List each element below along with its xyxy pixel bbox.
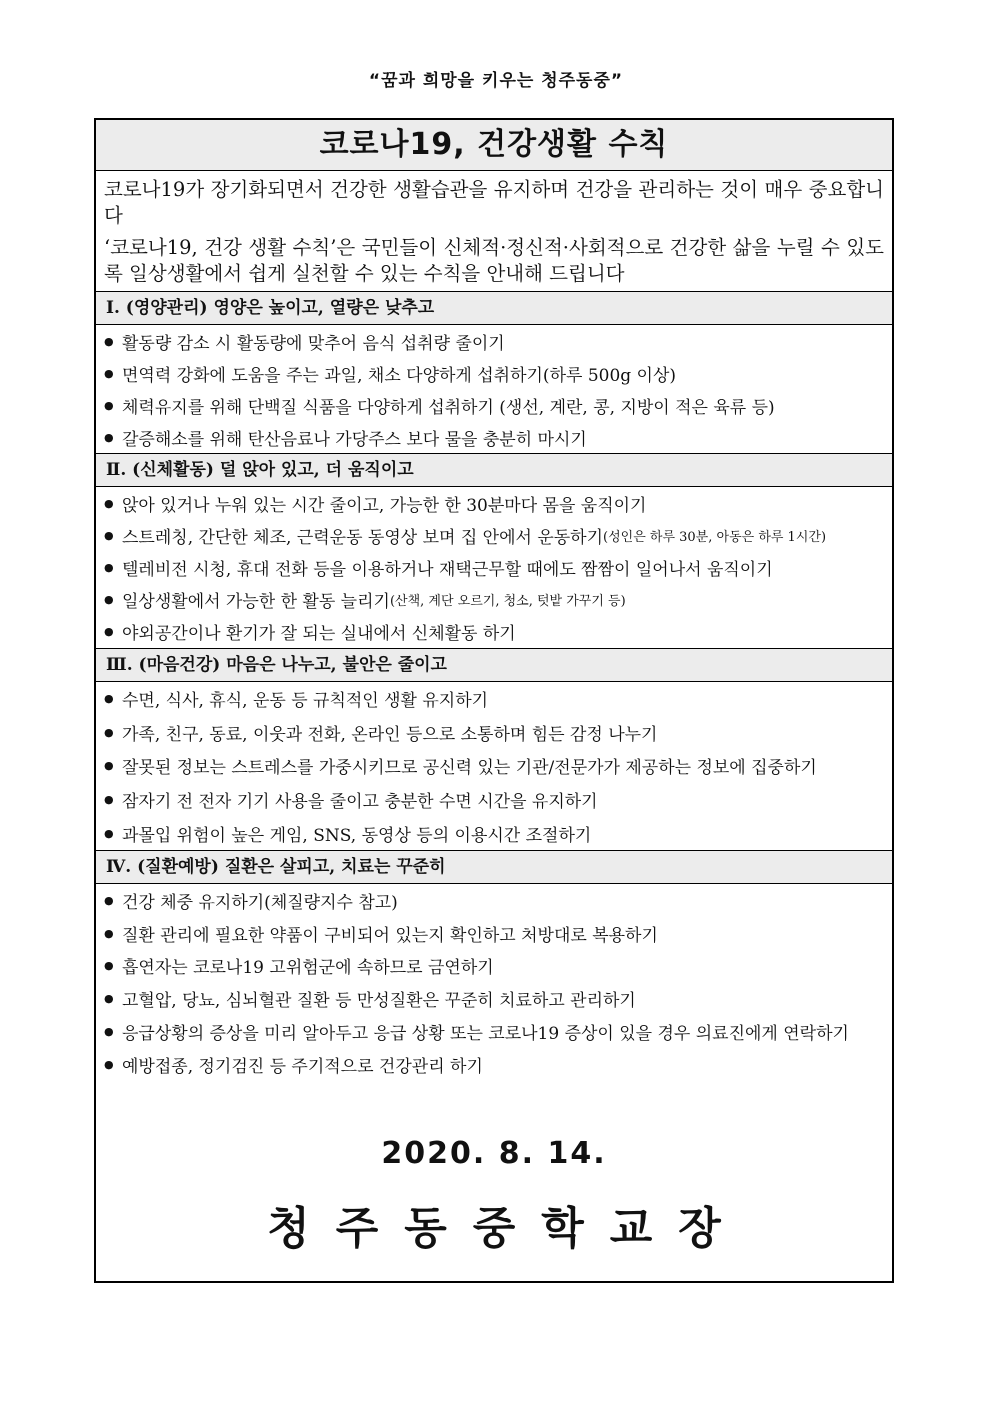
list-item: [104, 551, 884, 583]
item-text: 질환 관리에 필요한 약품이 구비되어 있는지 확인하고 처방대로 복용하기: [122, 925, 658, 946]
section-list: [96, 884, 892, 1276]
list-item: [104, 421, 884, 453]
section-list: [96, 325, 892, 454]
list-item: [104, 487, 884, 519]
item-text: 과몰입 위험이 높은 게임, SNS, 동영상 등의 이용시간 조절하기: [122, 825, 592, 846]
item-text: 수면, 식사, 휴식, 운동 등 규칙적인 생활 유지하기: [122, 691, 489, 712]
list-item: [104, 519, 884, 551]
section-nutrition: [96, 292, 892, 454]
list-item: [104, 682, 884, 716]
bullet-icon: ●: [104, 1024, 114, 1038]
section-heading: Ⅱ. (신체활동) 덜 앉아 있고, 더 움직이고: [96, 454, 892, 487]
bullet-icon: ●: [104, 560, 114, 574]
item-text: 면역력 강화에 도움을 주는 과일, 채소 다양하게 섭취하기(하루 500g 이상): [122, 365, 677, 386]
list-item: [104, 357, 884, 389]
section-heading: Ⅲ. (마음건강) 마음은 나누고, 불안은 줄이고: [96, 649, 892, 682]
list-item: [104, 884, 884, 917]
section-list: [96, 487, 892, 649]
item-text: 잠자기 전 전자 기기 사용을 줄이고 충분한 수면 시간을 유지하기: [122, 792, 598, 813]
item-text: 흡연자는 코로나19 고위험군에 속하므로 금연하기: [122, 958, 494, 979]
list-item: [104, 716, 884, 750]
bullet-icon: ●: [104, 992, 114, 1006]
list-item: [104, 950, 884, 983]
item-text: 응급상황의 증상을 미리 알아두고 응급 상황 또는 코로나19 증상이 있을 경우 의료진에게 연락하기: [122, 1023, 849, 1044]
notice-title: 코로나19, 건강생활 수칙: [96, 120, 892, 171]
list-item: [104, 917, 884, 950]
item-text: 앉아 있거나 누워 있는 시간 줄이고, 가능한 한 30분마다 몸을 움직이기: [122, 495, 647, 516]
bullet-icon: ●: [104, 625, 114, 639]
list-item: [104, 325, 884, 357]
item-text: 야외공간이나 환기가 잘 되는 실내에서 신체활동 하기: [122, 624, 516, 645]
section-physical-activity: [96, 454, 892, 649]
list-item: [104, 584, 884, 616]
bullet-icon: ●: [104, 759, 114, 773]
bullet-icon: ●: [104, 926, 114, 940]
bullet-icon: ●: [104, 430, 114, 444]
list-item: [104, 982, 884, 1015]
section-items: [104, 884, 884, 1081]
school-motto: “꿈과 희망을 키우는 청주동중”: [368, 71, 624, 91]
bullet-icon: ●: [104, 528, 114, 542]
bullet-icon: ●: [104, 826, 114, 840]
item-text: 일상생활에서 가능한 한 활동 늘리기: [122, 592, 390, 613]
bullet-icon: ●: [104, 793, 114, 807]
list-item: [104, 616, 884, 648]
bullet-icon: ●: [104, 692, 114, 706]
bullet-icon: ●: [104, 366, 114, 380]
item-note: (성인은 하루 30분, 아동은 하루 1시간): [603, 529, 827, 545]
item-note: (산책, 계단 오르기, 청소, 텃밭 가꾸기 등): [389, 594, 626, 610]
item-text: 텔레비전 시청, 휴대 전화 등을 이용하거나 재택근무할 때에도 짬짬이 일어나서 움직이기: [122, 559, 773, 580]
bullet-icon: ●: [104, 725, 114, 739]
bullet-icon: ●: [104, 398, 114, 412]
list-item: [104, 389, 884, 421]
section-heading: Ⅳ. (질환예방) 질환은 살피고, 치료는 꾸준히: [96, 851, 892, 884]
bullet-icon: ●: [104, 959, 114, 973]
bullet-icon: ●: [104, 893, 114, 907]
bullet-icon: ●: [104, 593, 114, 607]
section-mental-health: [96, 649, 892, 851]
intro-paragraph: ‘코로나19, 건강 생활 수칙’은 국민들이 신체적·정신적·사회적으로 건강한 삶을 누릴 수 있도록 일상생활에서 쉽게 실천할 수 있는 수칙을 안내해 드립니다: [104, 236, 884, 285]
list-item: [104, 816, 884, 850]
item-text: 갈증해소를 위해 탄산음료나 가당주스 보다 물을 충분히 마시기: [122, 429, 587, 450]
list-item: [104, 1048, 884, 1081]
item-text: 스트레칭, 간단한 체조, 근력운동 동영상 보며 집 안에서 운동하기: [122, 527, 604, 548]
list-item: [104, 783, 884, 817]
item-text: 건강 체중 유지하기(체질량지수 참고): [122, 892, 398, 913]
item-text: 예방접종, 정기검진 등 주기적으로 건강관리 하기: [122, 1056, 483, 1077]
item-text: 활동량 감소 시 활동량에 맞추어 음식 섭취량 줄이기: [122, 333, 505, 354]
section-heading: Ⅰ. (영양관리) 영양은 높이고, 열량은 낮추고: [96, 292, 892, 325]
item-text: 체력유지를 위해 단백질 식품을 다양하게 섭취하기 (생선, 계란, 콩, 지방이 적은 육류 등): [122, 397, 775, 418]
list-item: [104, 1015, 884, 1048]
section-disease-prevention: [96, 851, 892, 1276]
item-text: 고혈압, 당뇨, 심뇌혈관 질환 등 만성질환은 꾸준히 치료하고 관리하기: [122, 991, 636, 1012]
item-text: 잘못된 정보는 스트레스를 가중시키므로 공신력 있는 기관/전문가가 제공하는 정보에 집중하기: [122, 758, 817, 779]
bullet-icon: ●: [104, 1057, 114, 1071]
bullet-icon: ●: [104, 496, 114, 510]
bullet-icon: ●: [104, 334, 114, 348]
section-list: [96, 682, 892, 851]
notice-date: 2020. 8. 14.: [381, 1135, 607, 1171]
notice-frame: [94, 118, 894, 1283]
signature-principal: 청주동중학교장: [267, 1202, 747, 1254]
item-text: 가족, 친구, 동료, 이웃과 전화, 온라인 등으로 소통하며 힘든 감정 나누기: [122, 724, 658, 745]
intro-paragraph: 코로나19가 장기화되면서 건강한 생활습관을 유지하며 건강을 관리하는 것이 매우 중요합니다: [104, 178, 884, 227]
list-item: [104, 749, 884, 783]
intro-block: [96, 171, 892, 292]
